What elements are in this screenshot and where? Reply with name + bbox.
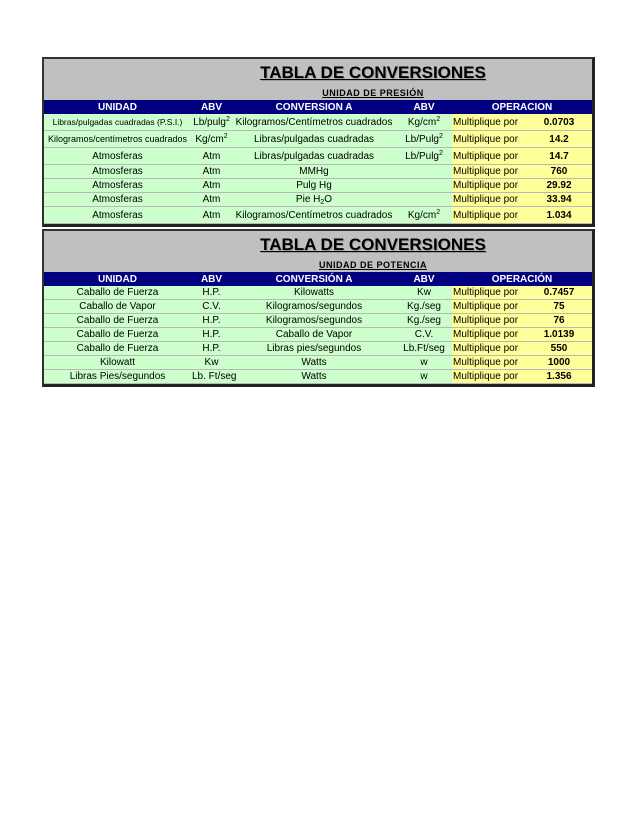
abv-target-cell: [396, 314, 452, 328]
unidad-cell: Libras/pulgadas cuadradas (P.S.I.): [44, 114, 191, 131]
table-row: [44, 114, 592, 131]
factor-value: 33.94: [526, 193, 592, 207]
cell-text: Kw: [417, 287, 431, 298]
header-abv-2: ABV: [396, 100, 452, 114]
pressure-header-row: [44, 100, 592, 114]
cell-text: Kilogramos/Centímetros cuadrados: [235, 116, 393, 128]
cell-text: H.P.: [202, 343, 221, 354]
cell-text: Watts: [301, 371, 327, 382]
unidad-cell: Caballo de Vapor: [44, 300, 191, 314]
operation-cell: Multiplique por: [452, 131, 526, 148]
cell-text: Lb/Pulg: [405, 150, 439, 162]
abv-cell: [191, 114, 232, 131]
cell-text: Atm: [202, 194, 221, 205]
cell-text: Kilogramos/Centímetros cuadrados: [235, 209, 393, 221]
cell-text: Kilogramos/segundos: [265, 301, 363, 312]
factor-value: 76: [526, 314, 592, 328]
pressure-subtitle: UNIDAD DE PRESIÓN: [44, 86, 592, 100]
factor-value: 1.0139: [526, 328, 592, 342]
abv-cell: [191, 165, 232, 179]
unidad-cell: Caballo de Fuerza: [44, 286, 191, 300]
superscript: 2: [439, 132, 443, 140]
table-row: [44, 342, 592, 356]
operation-cell: Multiplique por: [452, 179, 526, 193]
conversion-cell: [232, 314, 396, 328]
header-conversion: CONVERSIÓN A: [232, 272, 396, 286]
cell-text: Kilowatts: [293, 287, 334, 298]
abv-target-cell: [396, 286, 452, 300]
table-row: [44, 356, 592, 370]
header-unidad: UNIDAD: [44, 100, 191, 114]
abv-cell: [191, 356, 232, 370]
power-table-title: TABLA DE CONVERSIONES: [44, 231, 592, 258]
cell-text: H.P.: [202, 315, 221, 326]
abv-target-cell: [396, 179, 452, 193]
operation-cell: Multiplique por: [452, 207, 526, 224]
operation-cell: Multiplique por: [452, 165, 526, 179]
superscript: 2: [225, 115, 230, 123]
cell-text: Lb/pulg: [193, 116, 226, 128]
pressure-conversion-table: [42, 57, 595, 227]
table-row: [44, 148, 592, 165]
operation-cell: Multiplique por: [452, 314, 526, 328]
cell-text: Kg/cm: [407, 209, 437, 221]
cell-text: Atm: [202, 166, 221, 177]
factor-value: 0.7457: [526, 286, 592, 300]
cell-text: Kg./seg: [407, 301, 441, 312]
factor-value: 14.7: [526, 148, 592, 165]
cell-text: Libras pies/segundos: [266, 343, 362, 354]
abv-target-cell: [396, 356, 452, 370]
pressure-table-title: TABLA DE CONVERSIONES: [44, 59, 592, 86]
header-operacion: OPERACION: [452, 100, 592, 114]
cell-text: Libras/pulgadas cuadradas: [253, 133, 375, 145]
operation-cell: Multiplique por: [452, 286, 526, 300]
conversion-cell: [232, 328, 396, 342]
conversion-cell: [232, 300, 396, 314]
unidad-cell: Atmosferas: [44, 179, 191, 193]
cell-text: Kg/cm: [407, 116, 437, 128]
power-header-row: [44, 272, 592, 286]
header-unidad: UNIDAD: [44, 272, 191, 286]
abv-cell: [191, 148, 232, 165]
cell-text: Kilogramos/segundos: [265, 315, 363, 326]
cell-text: Kg/cm: [195, 133, 224, 145]
cell-text: Lb. Ft/seg: [192, 371, 237, 382]
power-conversion-table: [42, 229, 595, 387]
power-table: [44, 272, 592, 384]
cell-text: Libras/pulgadas cuadradas: [253, 150, 375, 162]
factor-value: 0.0703: [526, 114, 592, 131]
abv-target-cell: [396, 342, 452, 356]
header-abv: ABV: [191, 100, 232, 114]
conversion-cell: [232, 342, 396, 356]
table-row: [44, 314, 592, 328]
cell-text: Atm: [202, 180, 221, 191]
table-row: [44, 165, 592, 179]
cell-text: Watts: [301, 357, 327, 368]
cell-text: Kw: [204, 357, 219, 368]
pressure-table: [44, 100, 592, 224]
cell-text: Pulg Hg: [296, 180, 332, 191]
operation-cell: Multiplique por: [452, 193, 526, 207]
cell-text: w: [420, 357, 428, 368]
unidad-cell: Atmosferas: [44, 207, 191, 224]
abv-cell: [191, 328, 232, 342]
cell-text: Pie H: [295, 194, 321, 205]
header-operacion: OPERACIÓN: [452, 272, 592, 286]
abv-cell: [191, 207, 232, 224]
power-subtitle: UNIDAD DE POTENCIA: [44, 258, 592, 272]
cell-text: C.V.: [414, 329, 434, 340]
conversion-cell: [232, 207, 396, 224]
factor-value: 14.2: [526, 131, 592, 148]
factor-value: 1.034: [526, 207, 592, 224]
operation-cell: Multiplique por: [452, 300, 526, 314]
conversion-cell: [232, 131, 396, 148]
cell-text: MMHg: [299, 166, 329, 177]
cell-text: Caballo de Vapor: [275, 329, 353, 340]
cell-text-tail: O: [324, 194, 333, 205]
cell-text: Atm: [202, 150, 221, 162]
cell-text: w: [420, 371, 428, 382]
cell-text: C.V.: [202, 301, 221, 312]
table-row: [44, 207, 592, 224]
conversion-cell: [232, 193, 396, 207]
operation-cell: Multiplique por: [452, 370, 526, 384]
cell-text: H.P.: [202, 329, 221, 340]
operation-cell: Multiplique por: [452, 114, 526, 131]
unidad-cell: Kilowatt: [44, 356, 191, 370]
conversion-cell: [232, 179, 396, 193]
abv-target-cell: [396, 300, 452, 314]
unidad-cell: Libras Pies/segundos: [44, 370, 191, 384]
operation-cell: Multiplique por: [452, 148, 526, 165]
subscript: 2: [320, 199, 325, 206]
factor-value: 75: [526, 300, 592, 314]
abv-target-cell: [396, 148, 452, 165]
header-abv: ABV: [191, 272, 232, 286]
cell-text: Lb/Pulg: [405, 133, 439, 145]
table-row: [44, 179, 592, 193]
abv-cell: [191, 314, 232, 328]
table-row: [44, 328, 592, 342]
conversion-cell: [232, 165, 396, 179]
operation-cell: Multiplique por: [452, 342, 526, 356]
conversion-cell: [232, 148, 396, 165]
cell-text: H.P.: [202, 287, 221, 298]
abv-cell: [191, 342, 232, 356]
unidad-cell: Atmosferas: [44, 193, 191, 207]
abv-cell: [191, 193, 232, 207]
cell-text: Kg./seg: [407, 315, 441, 326]
abv-cell: [191, 300, 232, 314]
header-abv-2: ABV: [396, 272, 452, 286]
factor-value: 1.356: [526, 370, 592, 384]
table-row: [44, 300, 592, 314]
abv-cell: [191, 370, 237, 384]
abv-cell: [191, 179, 232, 193]
abv-target-cell: [396, 328, 452, 342]
table-row: [44, 370, 592, 384]
conversion-cell: [232, 286, 396, 300]
unidad-cell: Atmosferas: [44, 165, 191, 179]
table-row: [44, 193, 592, 207]
superscript: 2: [436, 115, 441, 123]
operation-cell: Multiplique por: [452, 328, 526, 342]
factor-value: 1000: [526, 356, 592, 370]
unidad-cell: Caballo de Fuerza: [44, 328, 191, 342]
operation-cell: Multiplique por: [452, 356, 526, 370]
table-row: [44, 131, 592, 148]
abv-target-cell: [396, 114, 452, 131]
conversion-cell: [232, 356, 396, 370]
abv-cell: [191, 286, 232, 300]
superscript: 2: [223, 132, 228, 140]
unidad-cell: Caballo de Fuerza: [44, 342, 191, 356]
conversion-cell: [232, 114, 396, 131]
abv-cell: [191, 131, 232, 148]
conversion-cell: [232, 370, 396, 384]
unidad-cell: Kilogramos/centímetros cuadrados: [44, 131, 191, 148]
abv-target-cell: [396, 131, 452, 148]
factor-value: 760: [526, 165, 592, 179]
cell-text: Atm: [202, 209, 221, 221]
table-row: [44, 286, 592, 300]
abv-target-cell: [396, 193, 452, 207]
factor-value: 29.92: [526, 179, 592, 193]
abv-target-cell: [396, 370, 452, 384]
factor-value: 550: [526, 342, 592, 356]
cell-text: Lb.Ft/seg: [403, 343, 445, 354]
header-conversion: CONVERSION A: [232, 100, 396, 114]
unidad-cell: Atmosferas: [44, 148, 191, 165]
abv-target-cell: [396, 165, 452, 179]
abv-target-cell: [396, 207, 452, 224]
superscript: 2: [436, 208, 441, 216]
unidad-cell: Caballo de Fuerza: [44, 314, 191, 328]
superscript: 2: [439, 149, 443, 157]
